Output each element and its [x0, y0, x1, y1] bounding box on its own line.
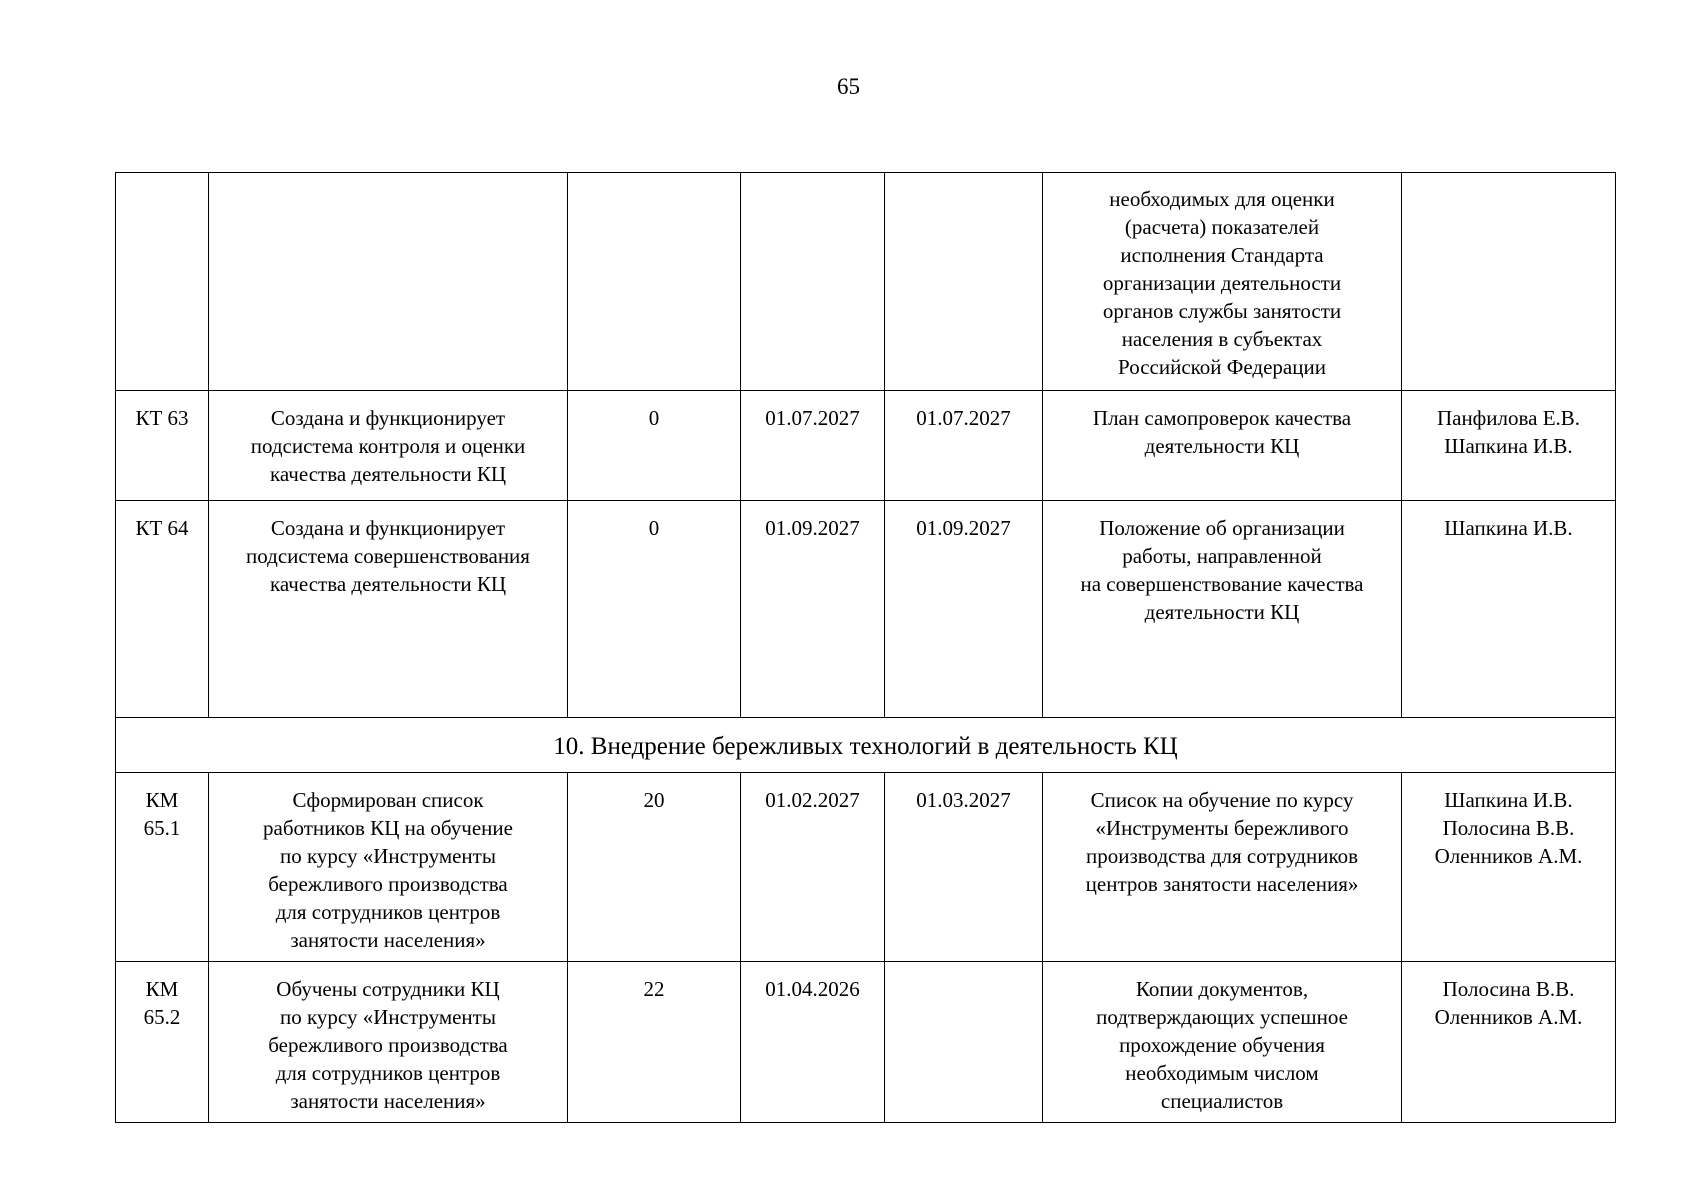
text-line: деятельности КЦ [1144, 434, 1300, 458]
cell-start-date: 01.04.2026 [741, 962, 885, 1123]
cell-value: 22 [568, 962, 741, 1123]
cell-code [116, 962, 209, 1123]
plan-table [115, 172, 1616, 1123]
cell-event [209, 173, 568, 391]
cell-start-date [741, 173, 885, 391]
section-title: 10. Внедрение бережливых технологий в деятельность КЦ [116, 718, 1616, 773]
cell-value [568, 173, 741, 391]
table-row [116, 962, 1616, 1123]
text-line: по курсу «Инструменты [280, 1005, 496, 1029]
text-line: необходимым числом [1125, 1061, 1319, 1085]
cell-code [116, 391, 209, 501]
text-line: Полосина В.В. [1442, 977, 1575, 1001]
section-row [116, 718, 1616, 773]
text-line: Шапкина И.В. [1444, 788, 1573, 812]
text-line: КТ 63 [135, 406, 189, 430]
text-line: Российской Федерации [1118, 355, 1326, 379]
cell-document [1043, 962, 1402, 1123]
text-line: КМ [145, 788, 179, 812]
text-line: подсистема совершенствования [246, 544, 530, 568]
text-line: прохождение обучения [1119, 1033, 1325, 1057]
text-line: организации деятельности [1102, 271, 1342, 295]
text-line: по курсу «Инструменты [280, 844, 496, 868]
text-line: Список на обучение по курсу [1090, 788, 1354, 812]
text-line: 65.1 [143, 816, 181, 840]
cell-start-date: 01.07.2027 [741, 391, 885, 501]
text-line: Полосина В.В. [1442, 816, 1575, 840]
table-row [116, 773, 1616, 962]
text-line: бережливого производства [268, 872, 508, 896]
text-line: занятости населения» [290, 1089, 486, 1113]
text-line: на совершенствование качества [1080, 572, 1364, 596]
cell-document [1043, 773, 1402, 962]
text-line: Обучены сотрудники КЦ [276, 977, 500, 1001]
cell-document [1043, 501, 1402, 718]
table-row [116, 501, 1616, 718]
cell-code [116, 501, 209, 718]
text-line: работников КЦ на обучение [263, 816, 513, 840]
text-line: КТ 64 [135, 516, 189, 540]
cell-value: 0 [568, 501, 741, 718]
text-line: необходимых для оценки [1109, 187, 1335, 211]
cell-responsible [1402, 173, 1616, 391]
text-line: деятельности КЦ [1144, 600, 1300, 624]
text-line: подтверждающих успешное [1096, 1005, 1348, 1029]
cell-code [116, 173, 209, 391]
cell-end-date: 01.07.2027 [885, 391, 1043, 501]
page-number: 65 [837, 74, 860, 99]
text-line: качества деятельности КЦ [269, 462, 507, 486]
cell-responsible [1402, 501, 1616, 718]
text-line: Оленников А.М. [1434, 1005, 1583, 1029]
text-line: Копии документов, [1135, 977, 1309, 1001]
cell-event [209, 501, 568, 718]
text-line: для сотрудников центров [275, 1061, 501, 1085]
text-line: органов службы занятости [1102, 299, 1342, 323]
cell-code [116, 773, 209, 962]
text-line: КМ [145, 977, 179, 1001]
cell-start-date: 01.09.2027 [741, 501, 885, 718]
cell-value: 20 [568, 773, 741, 962]
text-line: Панфилова Е.В. [1436, 406, 1581, 430]
text-line: Сформирован список [292, 788, 484, 812]
cell-event [209, 773, 568, 962]
text-line: (расчета) показателей [1124, 215, 1320, 239]
text-line: для сотрудников центров [275, 900, 501, 924]
cell-responsible [1402, 773, 1616, 962]
text-line: Создана и функционирует [270, 516, 506, 540]
table-row [116, 173, 1616, 391]
text-line: Положение об организации [1099, 516, 1345, 540]
cell-value: 0 [568, 391, 741, 501]
text-line: «Инструменты бережливого [1095, 816, 1349, 840]
cell-event [209, 391, 568, 501]
cell-document [1043, 173, 1402, 391]
text-line: центров занятости населения» [1085, 872, 1359, 896]
text-line: 65.2 [143, 1005, 181, 1029]
text-line: специалистов [1160, 1089, 1284, 1113]
cell-end-date [885, 962, 1043, 1123]
text-line: качества деятельности КЦ [269, 572, 507, 596]
cell-start-date: 01.02.2027 [741, 773, 885, 962]
cell-event [209, 962, 568, 1123]
text-line: подсистема контроля и оценки [250, 434, 526, 458]
cell-end-date: 01.09.2027 [885, 501, 1043, 718]
text-line: Оленников А.М. [1434, 844, 1583, 868]
text-line: бережливого производства [268, 1033, 508, 1057]
cell-end-date: 01.03.2027 [885, 773, 1043, 962]
table-row [116, 391, 1616, 501]
text-line: производства для сотрудников [1086, 844, 1358, 868]
text-line: Создана и функционирует [270, 406, 506, 430]
text-line: Шапкина И.В. [1444, 434, 1573, 458]
cell-end-date [885, 173, 1043, 391]
cell-responsible [1402, 391, 1616, 501]
text-line: работы, направленной [1122, 544, 1322, 568]
text-line: План самопроверок качества [1092, 406, 1352, 430]
cell-responsible [1402, 962, 1616, 1123]
text-line: населения в субъектах [1121, 327, 1323, 351]
text-line: Шапкина И.В. [1444, 516, 1573, 540]
text-line: занятости населения» [290, 928, 486, 952]
cell-document [1043, 391, 1402, 501]
text-line: исполнения Стандарта [1120, 243, 1324, 267]
